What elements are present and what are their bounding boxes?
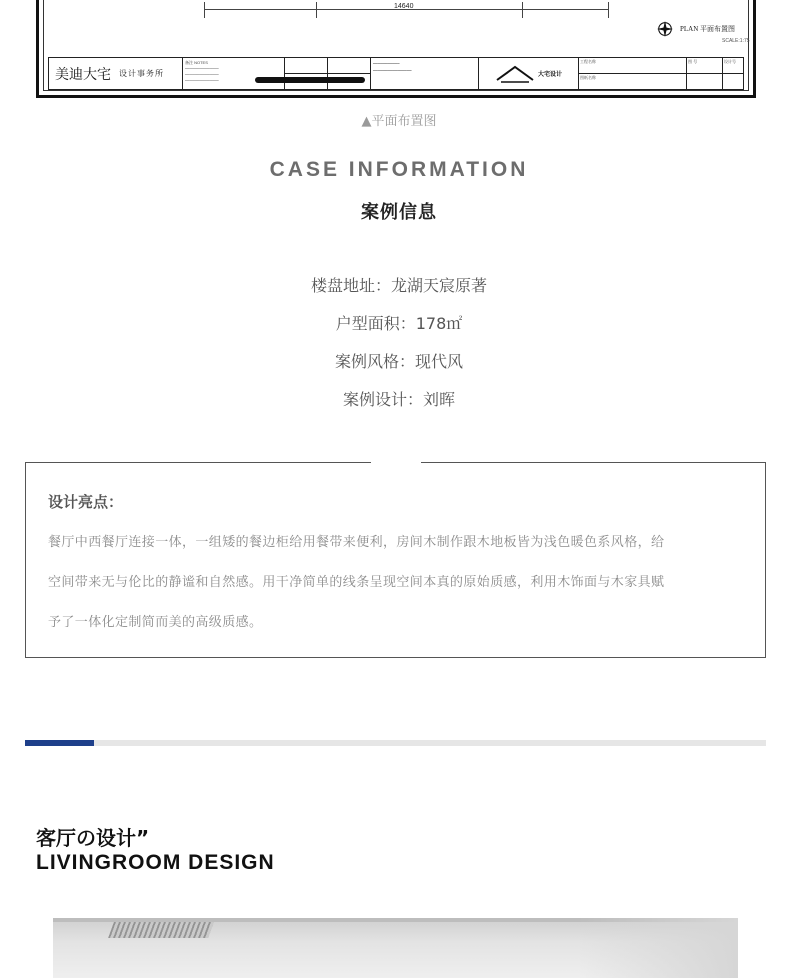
plan-label: PLAN 平面布置图	[680, 25, 736, 33]
title-block-logo	[49, 58, 183, 89]
company-name: 大宅设计	[537, 72, 562, 78]
divider-accent	[25, 740, 94, 746]
dimension-value: 14640	[394, 3, 414, 10]
title-block-number	[687, 58, 723, 89]
design-highlights-box	[25, 462, 766, 658]
case-info-style: 案例风格：现代风	[334, 352, 463, 371]
case-info-address: 楼盘地址：龙湖天宸原著	[310, 276, 487, 295]
highlights-body	[48, 523, 748, 643]
case-title-en: CASE INFORMATION	[269, 158, 529, 181]
redaction-mark	[255, 77, 365, 83]
design-label: 设计号	[724, 59, 736, 64]
compass-icon	[656, 20, 674, 38]
notes-label: 备注 NOTES	[185, 60, 208, 65]
plan-scale: SCALE:1:75	[722, 38, 750, 44]
title-block-notes	[183, 58, 285, 89]
wall-shadow	[578, 918, 738, 978]
floor-plan-image	[36, 0, 756, 98]
highlights-line: 予了一体化定制简而美的高级质感。	[48, 615, 263, 630]
case-info-designer: 案例设计：刘晖	[342, 390, 455, 409]
title-block-design-code	[723, 58, 743, 89]
highlights-line: 空间带来无与伦比的静谧和自然感。用干净简单的线条呈现空间本真的原始质感，利用木饰面与木家具赋	[48, 575, 665, 590]
title-block-company	[479, 58, 579, 89]
section-title-en: LIVINGROOM DESIGN	[36, 851, 275, 874]
title-block-project	[579, 58, 687, 89]
dimension-tick	[204, 2, 205, 18]
box-top-gap	[371, 460, 421, 466]
section-title-zh: 客厅の设计”	[36, 826, 150, 850]
highlights-line: 餐厅中西餐厅连接一体，一组矮的餐边柜给用餐带来便利，房间木制作跟木地板皆为浅色暖色系风格，给	[48, 535, 665, 550]
case-title-zh: 案例信息	[361, 202, 437, 223]
notes-fine-print: ━━━━━━━━━━━━━━	[185, 66, 219, 71]
office-name: 设计事务所	[119, 69, 164, 78]
project-label: 工程名称	[580, 59, 596, 64]
case-info-area: 户型面积：178㎡	[335, 314, 463, 333]
air-vent	[108, 922, 214, 938]
livingroom-photo	[53, 918, 738, 978]
house-logo-icon	[495, 64, 535, 84]
case-info-list	[0, 275, 798, 427]
notes-fine-print: ━━━━━━━━━━━━━━	[185, 72, 219, 77]
title-block-address: ━━━━━━━━━━━ ━━━━━━━━━━━━━━━━	[371, 58, 479, 89]
dimension-tick	[522, 2, 523, 18]
title-block-dates	[285, 58, 371, 89]
dimension-tick	[316, 2, 317, 18]
drawing-label: 图纸名称	[580, 74, 596, 80]
number-label: 图 号	[688, 59, 698, 64]
drawing-title-block	[48, 57, 744, 90]
highlights-title: 设计亮点：	[48, 493, 124, 511]
section-divider	[25, 740, 766, 746]
dimension-tick	[608, 2, 609, 18]
brand-name: 美迪大宅	[55, 66, 111, 83]
floor-plan-frame	[43, 0, 749, 91]
image-caption: ▲平面布置图	[361, 114, 437, 129]
notes-fine-print: ━━━━━━━━━━━━━━	[185, 78, 219, 83]
